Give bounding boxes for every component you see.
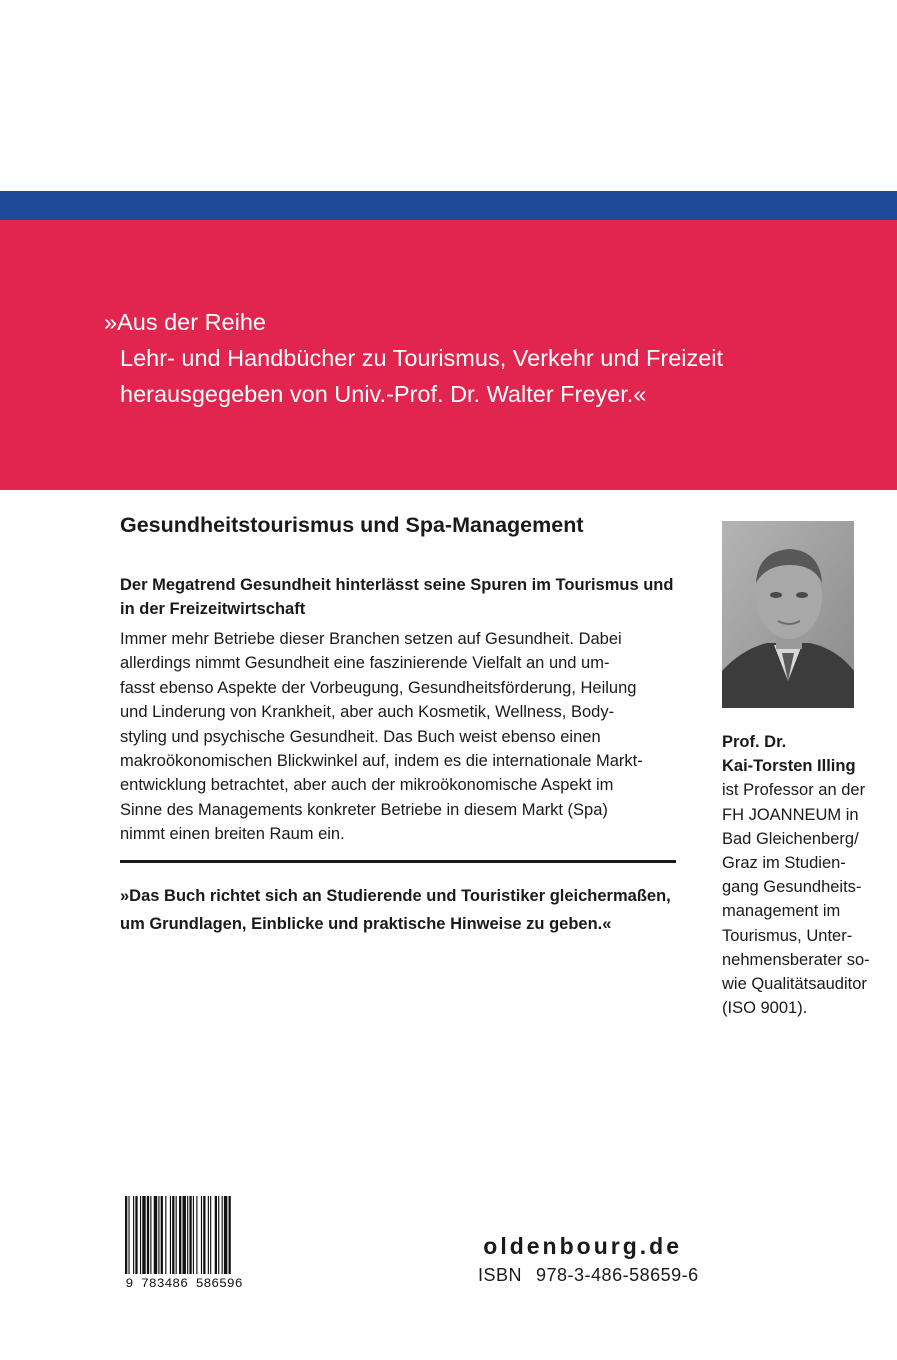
- barcode-bar: [150, 1196, 151, 1274]
- barcode-bar: [203, 1196, 205, 1274]
- publisher-website: oldenbourg.de: [483, 1233, 682, 1259]
- quote-line: um Grundlagen, Einblicke und praktische Hinweise zu geben.«: [120, 915, 612, 933]
- barcode-bar: [142, 1196, 145, 1274]
- barcode-bar: [147, 1196, 149, 1274]
- barcode-bar: [125, 1196, 127, 1274]
- description-line: entwicklung betrachtet, aber auch der mikroökonomische Aspekt im: [120, 776, 614, 795]
- book-title: Gesundheitstourismus und Spa-Management: [120, 513, 584, 537]
- book-quote: [120, 882, 710, 938]
- series-line-2: Lehr- und Handbücher zu Tourismus, Verkehr und Freizeit: [120, 345, 724, 371]
- barcode-bar: [222, 1196, 223, 1274]
- bio-line: Graz im Studien-: [722, 854, 846, 873]
- bio-line: ist Professor an der: [722, 781, 866, 800]
- description-line: Sinne des Managements konkreter Betriebe in diesem Markt (Spa): [120, 800, 608, 819]
- barcode-bar: [140, 1196, 141, 1274]
- barcode-bar: [161, 1196, 163, 1274]
- description-line: fasst ebenso Aspekte der Vorbeugung, Gesundheitsförderung, Heilung: [120, 678, 637, 697]
- bio-line: (ISO 9001).: [722, 999, 808, 1018]
- barcode-bars: [125, 1196, 231, 1274]
- author-portrait-icon: [722, 521, 854, 708]
- book-description: [120, 627, 690, 847]
- barcode-bar: [193, 1196, 194, 1274]
- barcode-bar: [133, 1196, 134, 1274]
- isbn-value: 978-3-486-58659-6: [536, 1265, 699, 1285]
- bio-line: management im: [722, 902, 841, 921]
- description-line: nimmt einen breiten Raum ein.: [120, 825, 345, 844]
- barcode-bar: [218, 1196, 219, 1274]
- barcode-bar: [215, 1196, 217, 1274]
- isbn-label: ISBN: [478, 1265, 523, 1285]
- barcode-bar: [179, 1196, 181, 1274]
- barcode-digits: 9 783486 586596: [125, 1276, 243, 1290]
- description-line: styling und psychische Gesundheit. Das Buch weist ebenso einen: [120, 727, 601, 746]
- isbn: [478, 1265, 699, 1286]
- barcode-bar: [176, 1196, 177, 1274]
- bio-line: nehmensberater so-: [722, 950, 870, 969]
- barcode-bar: [135, 1196, 137, 1274]
- barcode-bar: [196, 1196, 197, 1274]
- book-subheading: Der Megatrend Gesundheit hinterlässt seine Spuren im Tourismus und in der Freizeitwirtschaft: [120, 576, 674, 618]
- series-line-3: herausgegeben von Univ.-Prof. Dr. Walter Freyer.«: [120, 381, 647, 407]
- divider-rule: [120, 860, 676, 863]
- description-line: makroökonomischen Blickwinkel auf, indem es die internationale Markt-: [120, 752, 643, 771]
- description-line: allerdings nimmt Gesundheit eine faszinierende Vielfalt an und um-: [120, 654, 610, 673]
- bio-line: Tourismus, Unter-: [722, 926, 853, 945]
- series-line-1: »Aus der Reihe: [104, 309, 266, 335]
- author-bio: [722, 730, 892, 1020]
- author-name-line: Kai-Torsten Illing: [722, 757, 856, 776]
- barcode-bar: [224, 1196, 227, 1274]
- barcode-bar: [210, 1196, 211, 1274]
- barcode-bar: [165, 1196, 166, 1274]
- bio-line: Bad Gleichenberg/: [722, 829, 859, 848]
- barcode-bar: [158, 1196, 159, 1274]
- bio-line: FH JOANNEUM in: [722, 805, 859, 824]
- barcode-bar: [201, 1196, 202, 1274]
- barcode-bar: [187, 1196, 188, 1274]
- barcode-bar: [170, 1196, 171, 1274]
- bio-line: gang Gesundheits-: [722, 878, 862, 897]
- description-line: Immer mehr Betriebe dieser Branchen setzen auf Gesundheit. Dabei: [120, 630, 622, 648]
- barcode-bar: [154, 1196, 157, 1274]
- author-name-line: Prof. Dr.: [722, 733, 787, 751]
- bio-line: wie Qualitätsauditor: [722, 975, 867, 994]
- barcode: [117, 1194, 251, 1290]
- barcode-bar: [183, 1196, 186, 1274]
- author-photo: [722, 521, 854, 708]
- barcode-bar: [172, 1196, 174, 1274]
- barcode-bar: [128, 1196, 129, 1274]
- description-line: und Linderung von Krankheit, aber auch Kosmetik, Wellness, Body-: [120, 703, 615, 722]
- barcode-bar: [229, 1196, 231, 1274]
- quote-line: »Das Buch richtet sich an Studierende und Touristiker gleichermaßen,: [120, 887, 671, 905]
- blue-band: [0, 191, 897, 220]
- barcode-bar: [208, 1196, 209, 1274]
- barcode-bar: [189, 1196, 191, 1274]
- series-text: [104, 304, 723, 412]
